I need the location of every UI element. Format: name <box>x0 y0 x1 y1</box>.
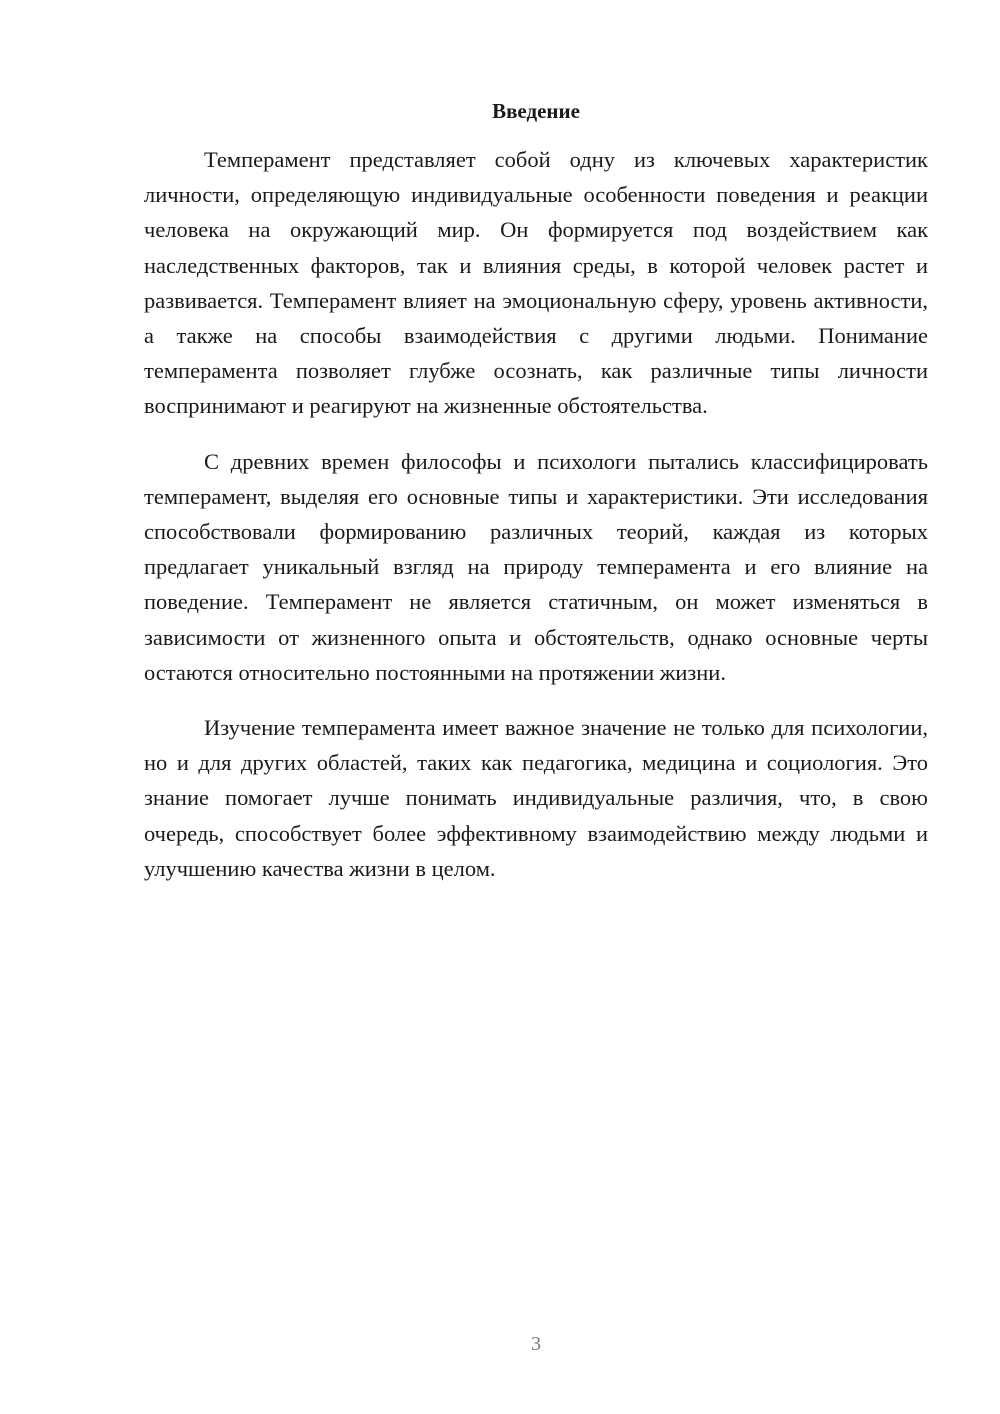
section-title: Введение <box>492 99 580 123</box>
page-number: 3 <box>531 1333 541 1355</box>
paragraph-1: Темперамент представляет собой одну из ключевых характеристик личности, определяющую индивидуальные особенности поведения и реакции человека на окружающий мир. Он формируется под воздействием как наследственных факторов, так и влияния среды, в которой человек растет и развивается. Темперамент влияет на эмоциональную сферу, уровень активности, а также на способы взаимодействия с другими людьми. Понимание темперамента позволяет глубже осознать, как различные типы личности воспринимают и реагируют на жизненные обстоятельства. <box>144 147 928 419</box>
document-body <box>144 142 928 906</box>
paragraph-3: Изучение темперамента имеет важное значение не только для психологии, но и для других областей, таких как педагогика, медицина и социология. Это знание помогает лучше понимать индивидуальные различия, что, в свою очередь, способствует более эффективному взаимодействию между людьми и улучшению качества жизни в целом. <box>144 715 928 881</box>
paragraph-2: С древних времен философы и психологи пытались классифицировать темперамент, выделяя его основные типы и характеристики. Эти исследования способствовали формированию различных теорий, каждая из которых предлагает уникальный взгляд на природу темперамента и его влияние на поведение. Темперамент не является статичным, он может изменяться в зависимости от жизненного опыта и обстоятельств, однако основные черты остаются относительно постоянными на протяжении жизни. <box>144 448 928 685</box>
